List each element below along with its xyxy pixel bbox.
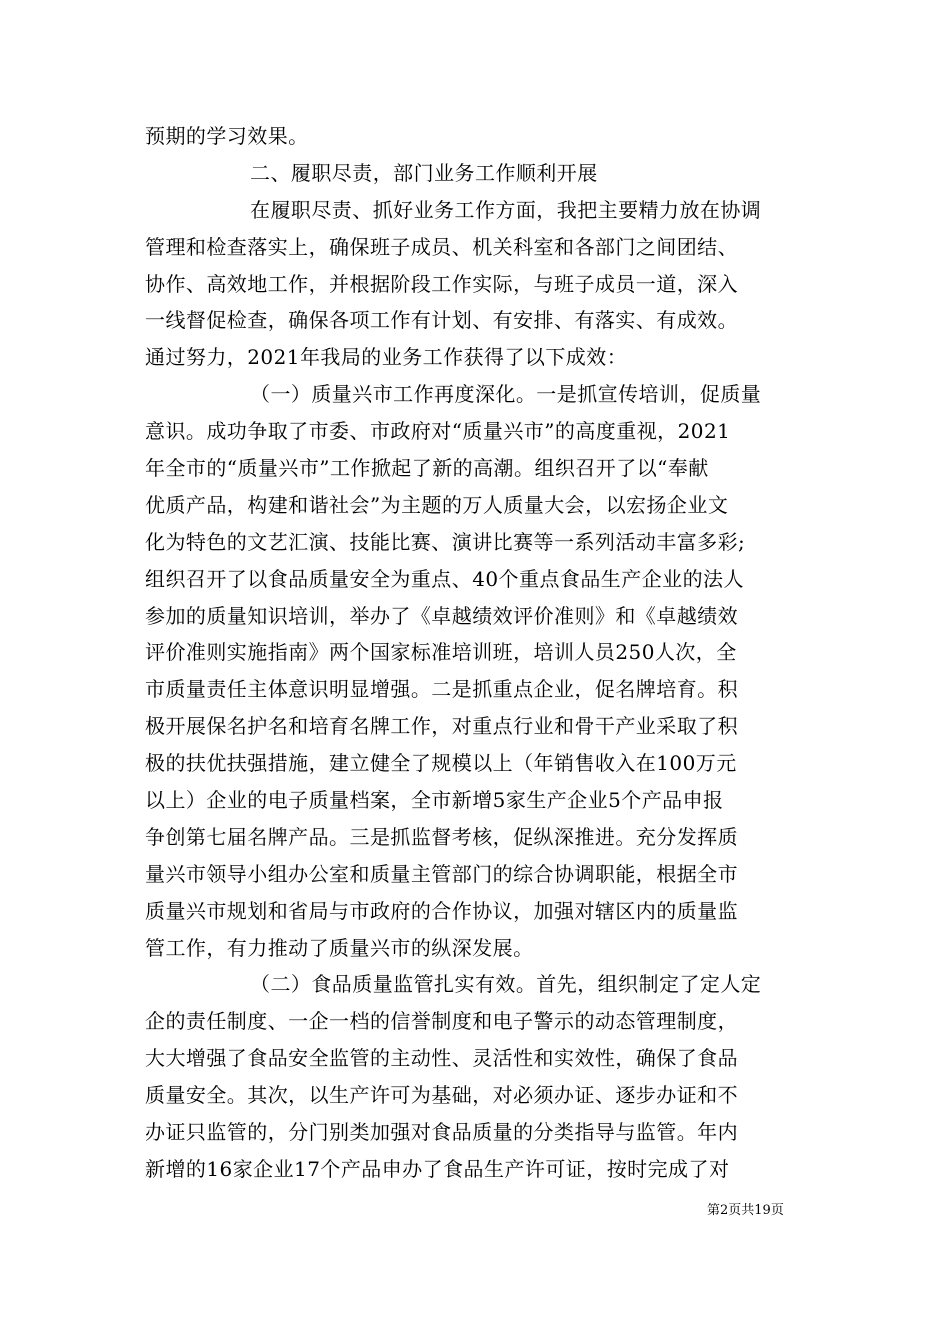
subsection-heading: （二）食品质量监管扎实有效。首先，组织制定了定人定 — [250, 972, 762, 997]
text-line: 极开展保名护名和培育名牌工作，对重点行业和骨干产业采取了积 — [145, 714, 739, 739]
text-line: 企的责任制度、一企一档的信誉制度和电子警示的动态管理制度， — [145, 1009, 739, 1034]
text-line: 一线督促检查，确保各项工作有计划、有安排、有落实、有成效。 — [145, 308, 739, 333]
text-line: 质量安全。其次，以生产许可为基础，对必须办证、逐步办证和不 — [145, 1083, 739, 1108]
text-line: 在履职尽责、抓好业务工作方面，我把主要精力放在协调 — [250, 197, 762, 222]
text-line: 评价准则实施指南》两个国家标准培训班，培训人员250人次，全 — [145, 640, 737, 665]
text-line: 组织召开了以食品质量安全为重点、40个重点食品生产企业的法人 — [145, 566, 744, 591]
text-line: 办证只监管的，分门别类加强对食品质量的分类指导与监管。年内 — [145, 1120, 739, 1145]
text-line: 大大增强了食品安全监管的主动性、灵活性和实效性，确保了食品 — [145, 1046, 739, 1071]
page-number: 第2页共19页 — [707, 1203, 784, 1218]
text-line: 管理和检查落实上，确保班子成员、机关科室和各部门之间团结、 — [145, 234, 739, 259]
text-line: 意识。成功争取了市委、市政府对“质量兴市”的高度重视，2021 — [145, 419, 731, 444]
text-line: 市质量责任主体意识明显增强。二是抓重点企业，促名牌培育。积 — [145, 677, 739, 702]
text-line: 争创第七届名牌产品。三是抓监督考核，促纵深推进。充分发挥质 — [145, 824, 739, 849]
document-body — [145, 118, 805, 1188]
text-line: 管工作，有力推动了质量兴市的纵深发展。 — [145, 935, 534, 960]
text-line: 质量兴市规划和省局与市政府的合作协议，加强对辖区内的质量监 — [145, 898, 739, 923]
text-line: 协作、高效地工作，并根据阶段工作实际，与班子成员一道，深入 — [145, 271, 739, 296]
text-line: 量兴市领导小组办公室和质量主管部门的综合协调职能，根据全市 — [145, 861, 739, 886]
text-line: 优质产品，构建和谐社会”为主题的万人质量大会，以宏扬企业文 — [145, 492, 729, 517]
text-line: 新增的16家企业17个产品申办了食品生产许可证，按时完成了对 — [145, 1156, 730, 1181]
text-line: 年全市的“质量兴市”工作掀起了新的高潮。组织召开了以“奉献 — [145, 456, 709, 481]
subsection-heading: （一）质量兴市工作再度深化。一是抓宣传培训，促质量 — [250, 382, 762, 407]
text-line: 极的扶优扶强措施，建立健全了规模以上（年销售收入在100万元 — [145, 751, 737, 776]
text-line: 参加的质量知识培训，举办了《卓越绩效评价准则》和《卓越绩效 — [145, 603, 739, 628]
text-line: 通过努力，2021年我局的业务工作获得了以下成效： — [145, 345, 628, 370]
text-line: 以上）企业的电子质量档案，全市新增5家生产企业5个产品申报 — [145, 788, 724, 813]
text-line: 化为特色的文艺汇演、技能比赛、演讲比赛等一系列活动丰富多彩; — [145, 529, 746, 554]
text-line: 预期的学习效果。 — [145, 124, 309, 148]
section-heading: 二、履职尽责，部门业务工作顺利开展 — [250, 160, 598, 185]
